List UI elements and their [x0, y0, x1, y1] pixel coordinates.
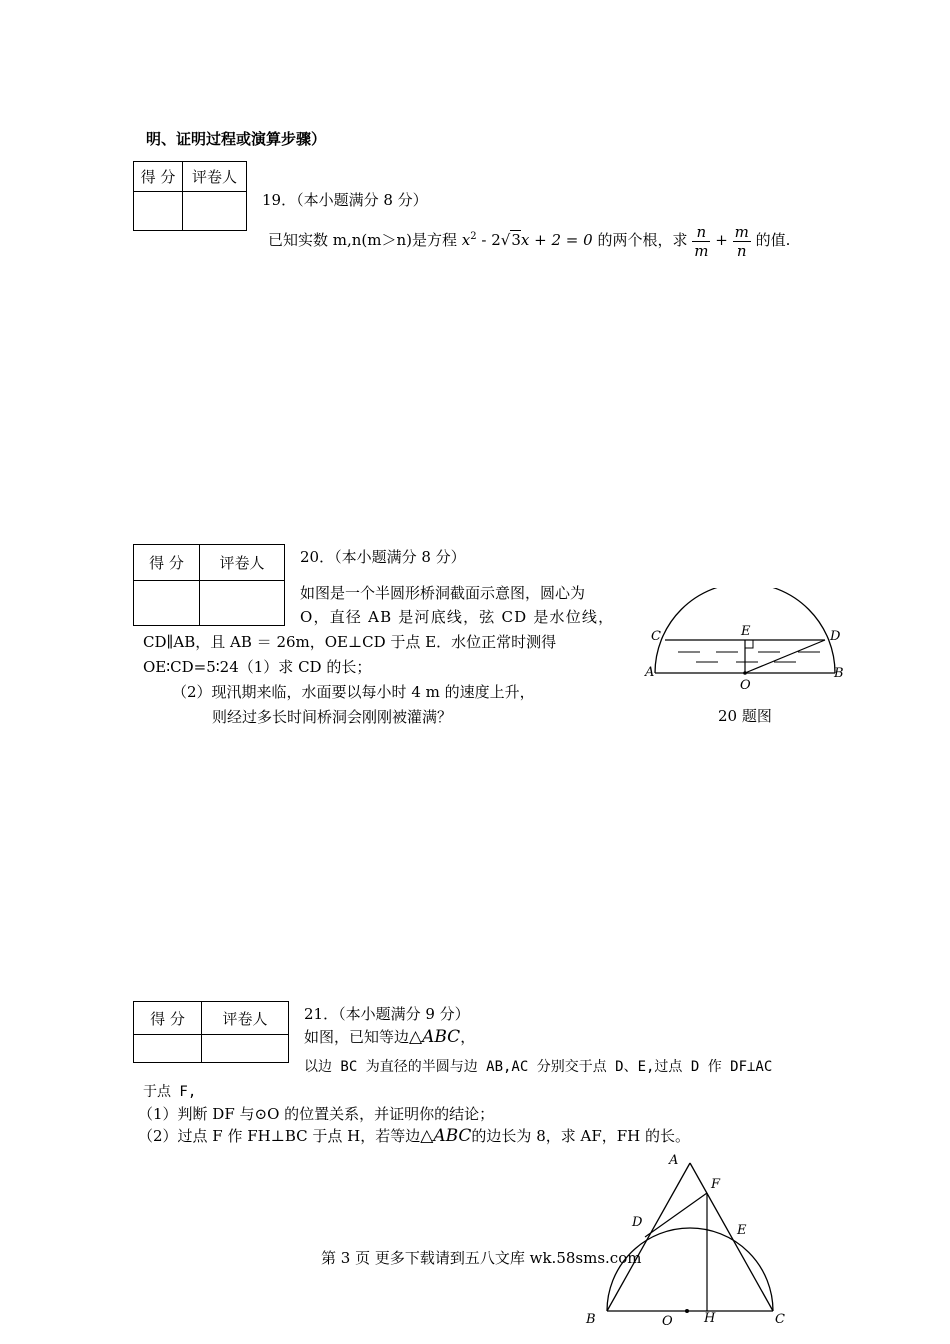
grader-cell[interactable]	[183, 192, 247, 231]
q20-line-4: OE∶CD=5∶24（1）求 CD 的长；	[143, 658, 372, 676]
label-a: A	[645, 665, 655, 680]
q20-figure-caption: 20 题图	[718, 707, 772, 725]
q21-line-1: 如图，已知等边△ABC，	[304, 1027, 476, 1047]
label-o: O	[662, 1314, 673, 1329]
q19-plus: +	[715, 231, 728, 249]
q20-line-6: 则经过多长时间桥洞会刚刚被灌满？	[212, 708, 453, 726]
label-e: E	[737, 1223, 747, 1238]
score-label: 得 分	[134, 1002, 202, 1035]
q20-line-5: （2）现汛期来临，水面要以每小时 4 m 的速度上升，	[172, 683, 535, 701]
label-b: B	[586, 1312, 596, 1327]
label-a: A	[669, 1153, 679, 1168]
center-o-dot	[685, 1309, 689, 1313]
label-d: D	[830, 629, 841, 644]
q20-bridge-figure	[640, 588, 850, 693]
q19-score-table	[133, 161, 247, 231]
center-o-dot	[743, 671, 747, 675]
score-cell[interactable]	[134, 192, 183, 231]
label-c: C	[775, 1312, 785, 1327]
grader-cell[interactable]	[202, 1035, 289, 1063]
q21-title: 21．（本小题满分 9 分）	[304, 1005, 470, 1023]
section-intro: 明、证明过程或演算步骤）	[146, 130, 327, 148]
segment-df	[645, 1193, 707, 1237]
score-label: 得 分	[134, 162, 183, 192]
q19-equation: $x^2 - 2√3x + 2 = 0$	[461, 231, 593, 249]
side-ac	[690, 1163, 773, 1311]
q19-statement	[268, 222, 790, 260]
page-footer: 第 3 页 更多下载请到五八文库 wk.58sms.com	[321, 1249, 642, 1267]
grader-label: 评卷人	[200, 545, 285, 581]
q20-line-2: O，直径 AB 是河底线，弦 CD 是水位线，	[300, 608, 615, 626]
label-b: B	[834, 666, 844, 681]
q19-fraction-n-over-m: $\frac{n}{m}$	[694, 222, 709, 260]
q21-triangle-figure	[580, 1148, 800, 1338]
q20-line-1: 如图是一个半圆形桥洞截面示意图，圆心为	[300, 584, 586, 602]
grader-cell[interactable]	[200, 581, 285, 626]
score-cell[interactable]	[134, 581, 200, 626]
label-e: E	[741, 624, 751, 639]
q20-title: 20．（本小题满分 8 分）	[300, 548, 466, 566]
q19-text-before: 已知实数 m,n(m＞n)是方程	[268, 231, 458, 249]
right-angle-mark	[745, 640, 753, 648]
label-f: F	[711, 1177, 721, 1192]
q21-line-3: 于点 F,	[143, 1084, 197, 1100]
q19-title: 19．（本小题满分 8 分）	[262, 191, 428, 209]
q21-line-2: 以边 BC 为直径的半圆与边 AB,AC 分别交于点 D、E,过点 D 作 DF⊥AC	[304, 1059, 773, 1075]
q20-line-3: CD∥AB，且 AB ＝ 26m，OE⊥CD 于点 E．水位正常时测得	[143, 633, 557, 651]
label-d: D	[632, 1215, 643, 1230]
q19-fraction-m-over-n: $\frac{m}{n}$	[734, 222, 749, 260]
semicircle-arc	[607, 1228, 773, 1311]
label-c: C	[651, 629, 661, 644]
q21-line-4: （1）判断 DF 与⊙O 的位置关系，并证明你的结论；	[138, 1105, 495, 1123]
label-h: H	[704, 1311, 716, 1326]
side-ab	[607, 1163, 690, 1311]
score-label: 得 分	[134, 545, 200, 581]
label-o: O	[740, 678, 751, 693]
segment-od	[745, 640, 825, 673]
q21-line-5: （2）过点 F 作 FH⊥BC 于点 H，若等边△ABC的边长为 8，求 AF，FH 的长。	[138, 1126, 690, 1146]
q19-text-after-eq: 的两个根，求	[597, 231, 688, 249]
score-cell[interactable]	[134, 1035, 202, 1063]
q20-score-table	[133, 544, 285, 626]
q21-score-table	[133, 1001, 289, 1063]
q19-text-end: 的值.	[755, 231, 791, 249]
grader-label: 评卷人	[183, 162, 247, 192]
grader-label: 评卷人	[202, 1002, 289, 1035]
